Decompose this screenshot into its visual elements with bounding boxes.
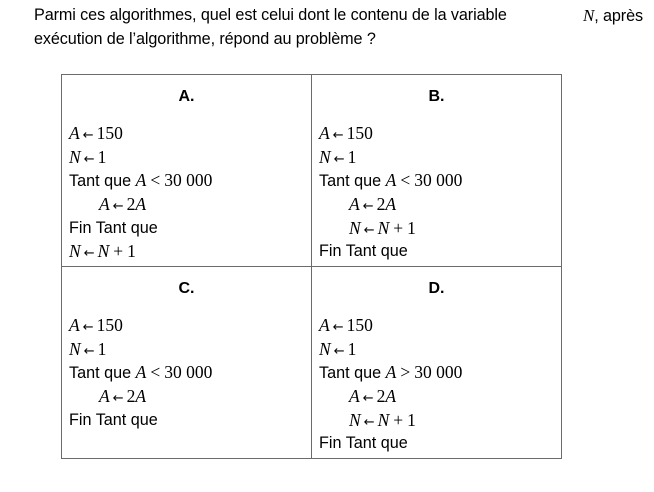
algo-var: N <box>319 146 331 167</box>
choice-a-label: A. <box>178 88 195 105</box>
algo-line-assign-n <box>69 338 311 362</box>
assign-arrow-icon: ← <box>333 151 345 167</box>
algo-keyword: Tant que <box>319 364 382 383</box>
algo-cond-var: A <box>385 170 397 191</box>
algo-value-num: 2 <box>376 386 386 407</box>
algo-cond-op: < <box>150 170 161 191</box>
algo-line-assign-a <box>69 314 311 338</box>
algo-value-num: 1 <box>407 409 416 430</box>
algo-keyword: Tant que <box>69 364 132 383</box>
algo-line-while <box>319 361 561 385</box>
algo-value: 1 <box>347 146 357 167</box>
algo-line-assign-a <box>69 122 311 146</box>
algo-line-increment-n <box>319 217 561 241</box>
algo-value-var: N <box>377 217 390 238</box>
algo-line-assign-n <box>319 146 561 170</box>
algo-line-end-while: Fin Tant que <box>319 242 408 261</box>
algo-value: 1 <box>347 338 357 359</box>
assign-arrow-icon: ← <box>112 199 124 215</box>
question-line-1 <box>34 4 643 28</box>
algo-line-double-a <box>69 193 311 217</box>
algo-value-num: 1 <box>127 241 136 262</box>
assign-arrow-icon: ← <box>332 320 344 335</box>
question-text <box>34 4 644 51</box>
algo-var: N <box>349 409 361 430</box>
assign-arrow-icon: ← <box>83 151 95 167</box>
assign-arrow-icon: ← <box>82 320 94 335</box>
assign-arrow-icon: ← <box>363 414 375 430</box>
algo-value-var: N <box>97 241 110 262</box>
algo-op: + <box>393 409 404 430</box>
algo-value-num: 2 <box>376 194 386 215</box>
algo-cond-val: 30 000 <box>414 170 463 191</box>
algo-keyword: Tant que <box>69 172 132 191</box>
choice-b <box>312 75 562 267</box>
algo-var: A <box>319 123 330 143</box>
algo-cond-val: 30 000 <box>164 362 213 383</box>
algo-line-double-a <box>319 385 561 409</box>
algo-var: A <box>69 123 80 143</box>
question-line-1-after: , après <box>594 7 643 25</box>
algo-line-assign-n <box>69 146 311 170</box>
algo-line-while <box>69 169 311 193</box>
algo-cond-val: 30 000 <box>164 170 213 191</box>
algo-value: 150 <box>346 315 373 335</box>
algo-var: N <box>69 146 81 167</box>
algo-var: N <box>349 217 361 238</box>
assign-arrow-icon: ← <box>112 391 124 407</box>
algo-line-assign-a <box>319 314 561 338</box>
algo-line-end-while: Fin Tant que <box>319 434 408 453</box>
algo-line-assign-n <box>319 338 561 362</box>
algo-line-increment-n <box>69 240 311 264</box>
algo-line-double-a <box>69 385 311 409</box>
algo-value-num: 1 <box>407 217 416 238</box>
algo-value-num: 2 <box>126 194 136 215</box>
algo-line-end-while: Fin Tant que <box>69 410 158 429</box>
choices-table <box>61 74 562 459</box>
choice-c-label: C. <box>178 280 195 297</box>
algo-value-var: N <box>377 409 390 430</box>
algo-value-num: 2 <box>126 386 136 407</box>
algo-op: + <box>393 217 404 238</box>
algo-line-assign-a <box>319 122 561 146</box>
algo-var: A <box>99 194 110 215</box>
assign-arrow-icon: ← <box>332 128 344 143</box>
choice-d-label: D. <box>428 280 445 297</box>
choice-d <box>312 267 562 459</box>
algo-line-increment-n <box>319 409 561 433</box>
assign-arrow-icon: ← <box>333 343 345 359</box>
question-line-2: exécution de l’algorithme, répond au problème ? <box>34 30 376 48</box>
algo-value: 150 <box>96 123 123 143</box>
assign-arrow-icon: ← <box>362 199 374 215</box>
algo-line-while <box>69 361 311 385</box>
algo-line-double-a <box>319 193 561 217</box>
algo-cond-op: < <box>150 362 161 383</box>
algo-var: A <box>69 315 80 335</box>
assign-arrow-icon: ← <box>363 222 375 238</box>
algo-cond-op: < <box>400 170 411 191</box>
algo-var: A <box>319 315 330 335</box>
algo-value: 150 <box>96 315 123 335</box>
algo-value-var: A <box>385 386 397 407</box>
question-line-1-before: Parmi ces algorithmes, quel est celui dont le contenu de la variable <box>34 6 507 24</box>
algo-value-var: A <box>135 386 147 407</box>
algo-cond-var: A <box>135 362 147 383</box>
algo-var: A <box>349 194 360 215</box>
algo-cond-var: A <box>385 362 397 383</box>
algo-var: N <box>69 338 81 359</box>
algo-line-end-while: Fin Tant que <box>69 218 158 237</box>
algo-cond-op: > <box>400 362 411 383</box>
question-variable: N <box>582 6 595 25</box>
assign-arrow-icon: ← <box>82 128 94 143</box>
choice-b-label: B. <box>428 88 445 105</box>
algo-value: 1 <box>97 338 107 359</box>
algo-keyword: Tant que <box>319 172 382 191</box>
algo-var: N <box>319 338 331 359</box>
choice-c <box>62 267 312 459</box>
algo-value-var: A <box>385 194 397 215</box>
question-line-1-end <box>583 4 643 28</box>
algo-var: A <box>349 386 360 407</box>
algo-cond-var: A <box>135 170 147 191</box>
algo-line-while <box>319 169 561 193</box>
choice-a <box>62 75 312 267</box>
assign-arrow-icon: ← <box>83 246 95 262</box>
algo-value: 150 <box>346 123 373 143</box>
algo-var: A <box>99 386 110 407</box>
algo-value-var: A <box>135 194 147 215</box>
algo-value: 1 <box>97 146 107 167</box>
assign-arrow-icon: ← <box>83 343 95 359</box>
algo-op: + <box>113 241 124 262</box>
algo-cond-val: 30 000 <box>414 362 463 383</box>
algo-var: N <box>69 241 81 262</box>
assign-arrow-icon: ← <box>362 391 374 407</box>
